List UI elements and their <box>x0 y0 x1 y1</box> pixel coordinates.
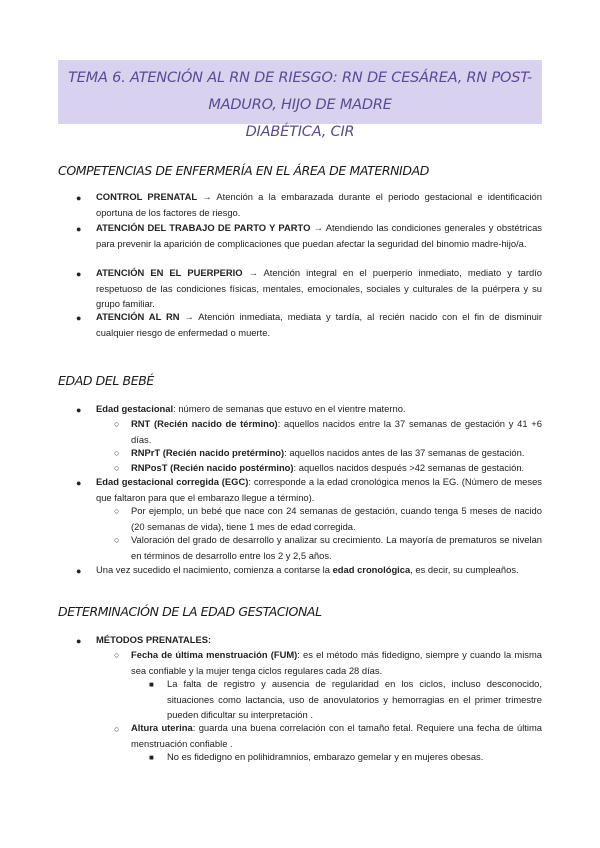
item-bold: Edad gestacional corregida (EGC) <box>96 476 249 487</box>
item-text: : es el método más fidedigno, siempre y cuando la misma sea confiable y la mujer tenga ciclos regulares cada 28 días. <box>131 649 542 676</box>
item-bold: CONTROL PRENATAL <box>96 191 198 202</box>
item-bold: ATENCIÓN AL RN <box>96 311 180 322</box>
bullet-circle: ○ <box>114 506 120 516</box>
list-item: Por ejemplo, un bebé que nace con 24 semanas de gestación, cuando tenga 5 meses de nacido (20 semanas de vida), tiene 1 mes de edad corregida. <box>131 505 542 532</box>
list-item <box>96 632 542 648</box>
section-heading-edad-bebe: EDAD DEL BEBÉ <box>58 373 154 388</box>
item-bold: Altura uterina <box>131 722 193 733</box>
bullet-disc: ● <box>76 193 82 203</box>
bullet-disc: ● <box>76 269 82 279</box>
bullet-disc: ● <box>76 478 82 488</box>
item-bold: RNT (Recién nacido de término) <box>131 418 278 429</box>
list-item <box>96 309 542 340</box>
list-item <box>96 220 542 251</box>
title-banner <box>58 60 542 140</box>
item-text: → Atendiendo las condiciones generales y obstétricas para prevenir la aparición de complicaciones que puedan afectar la seguridad del binomio madre-hijo/a. <box>96 222 542 249</box>
item-text: Una vez sucedido el nacimiento, comienza a contarse la <box>96 564 333 575</box>
list-item: Valoración del grado de desarrollo y analizar su crecimiento. La mayoría de prematuros se nivelan en términos de desarrollo entre los 2 y 2,5 años. <box>131 534 542 561</box>
list-item: No es fidedigno en polihidramnios, embarazo gemelar y en mujeres obesas. <box>167 751 484 762</box>
bullet-disc: ● <box>76 566 82 576</box>
item-bold: ATENCIÓN EN EL PUERPERIO <box>96 267 243 278</box>
bullet-square: ■ <box>149 753 154 762</box>
list-item <box>96 474 542 505</box>
bullet-circle: ○ <box>114 650 120 660</box>
item-text: : guarda una buena correlación con el tamaño fetal. Requiere una fecha de última menstruación confiable . <box>131 722 542 749</box>
list-item <box>131 416 542 447</box>
item-bold: Fecha de última menstruación (FUM) <box>131 649 298 660</box>
bullet-circle: ○ <box>114 419 120 429</box>
item-bold: RNPosT (Recién nacido postérmino) <box>131 462 294 473</box>
list-item: La falta de registro y ausencia de regularidad en los ciclos, incluso desconocido, situaciones como lactancia, uso de anovulatorios y hemorragias en el primer trimestre pueden dificultar su interpretación . <box>167 678 542 721</box>
bullet-disc: ● <box>76 636 82 646</box>
bullet-circle: ○ <box>114 448 120 458</box>
title-line-1: TEMA 6. ATENCIÓN AL RN DE RIESGO: RN DE CESÁREA, RN POST-MADURO, HIJO DE MADRE <box>68 70 532 113</box>
title-line-2: DIABÉTICA, CIR <box>245 124 355 140</box>
metodos-label: MÉTODOS PRENATALES: <box>96 634 212 645</box>
item-text: → Atención integral en el puerperio inmediato, mediato y tardío respetuoso de las condiciones físicas, mentales, emocionales, sociales y culturales de la puérpera y su grupo familiar. <box>96 267 542 310</box>
list-item <box>96 265 542 312</box>
item-bold: RNPrT (Recién nacido pretérmino) <box>131 447 285 458</box>
item-bold: edad cronológica <box>332 564 411 575</box>
item-text: : número de semanas que estuvo en el vientre materno. <box>173 403 406 414</box>
bullet-disc: ● <box>76 224 82 234</box>
item-bold: Edad gestacional <box>96 403 174 414</box>
item-text: → Atención a la embarazada durante el periodo gestacional e identificación oportuna de los factores de riesgo. <box>96 191 542 218</box>
bullet-circle: ○ <box>114 463 120 473</box>
bullet-square: ■ <box>149 680 154 689</box>
list-item <box>96 562 542 578</box>
item-text: : aquellos nacidos después >42 semanas de gestación. <box>293 462 525 473</box>
item-bold: ATENCIÓN DEL TRABAJO DE PARTO Y PARTO <box>96 222 311 233</box>
section-heading-competencias: COMPETENCIAS DE ENFERMERÍA EN EL ÁREA DE MATERNIDAD <box>58 163 429 178</box>
bullet-circle: ○ <box>114 724 120 734</box>
list-item <box>96 401 542 417</box>
list-item <box>131 647 542 678</box>
item-text: : aquellos nacidos antes de las 37 semanas de gestación. <box>284 447 525 458</box>
section-heading-determinacion: DETERMINACIÓN DE LA EDAD GESTACIONAL <box>58 604 322 619</box>
bullet-disc: ● <box>76 405 82 415</box>
item-text: : corresponde a la edad cronológica menos la EG. (Número de meses que faltaron para que el embarazo llegue a término). <box>96 476 542 503</box>
list-item <box>131 445 542 461</box>
bullet-disc: ● <box>76 313 82 323</box>
list-item <box>96 189 542 220</box>
bullet-circle: ○ <box>114 535 120 545</box>
item-text: → Atención inmediata, mediata y tardía, al recién nacido con el fin de disminuir cualquier riesgo de enfermedad o muerte. <box>96 311 542 338</box>
item-text: , es decir, su cumpleaños. <box>410 564 519 575</box>
list-item <box>131 720 542 751</box>
item-text: : aquellos nacidos entre la 37 semanas de gestación y 41 +6 días. <box>131 418 542 445</box>
